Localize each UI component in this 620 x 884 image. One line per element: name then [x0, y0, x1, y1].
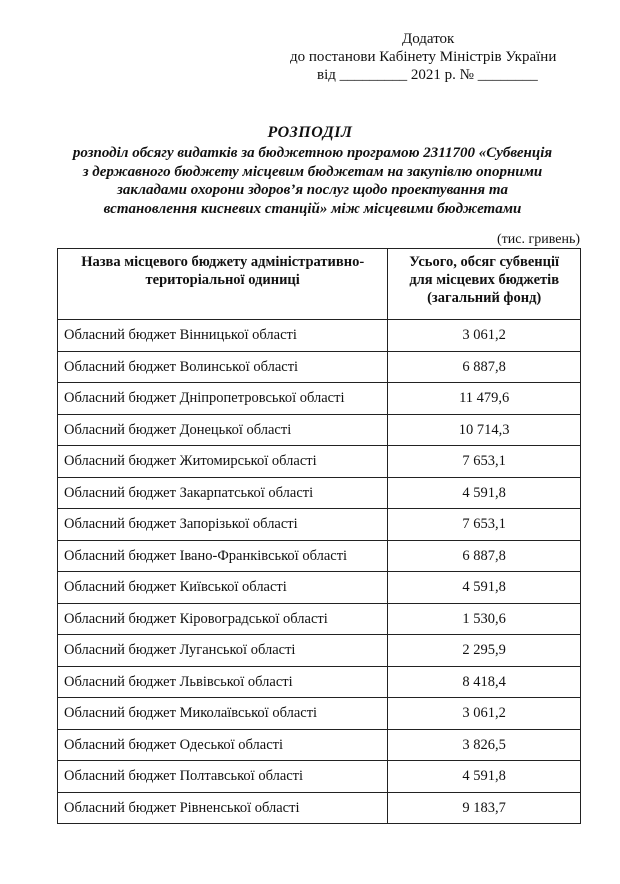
- amount-cell: 3 826,5: [388, 729, 581, 761]
- header-text-line: Усього, обсяг субвенції: [409, 254, 560, 270]
- amount-cell: 10 714,3: [388, 414, 581, 446]
- budget-name-cell: Обласний бюджет Київської області: [58, 572, 388, 604]
- table-row: [58, 729, 581, 761]
- subtitle-line: встановлення кисневих станцій» між місцевими бюджетами: [103, 200, 522, 217]
- table-row: [58, 477, 581, 509]
- subtitle-line: розподіл обсягу видатків за бюджетною програмою 2311700 «Субвенція: [72, 145, 553, 161]
- annex-resolution: до постанови Кабінету Міністрів України: [290, 49, 557, 65]
- amount-cell: 4 591,8: [388, 572, 581, 604]
- budget-name-cell: Обласний бюджет Львівської області: [58, 666, 388, 698]
- table-row: [58, 666, 581, 698]
- annex-header: [290, 30, 590, 84]
- subtitle-line: закладами охорони здоров’я послуг щодо проектування та: [117, 182, 508, 198]
- budget-name-cell: Обласний бюджет Запорізької області: [58, 509, 388, 541]
- table-row: [58, 572, 581, 604]
- table-row: [58, 540, 581, 572]
- budget-name-cell: Обласний бюджет Донецької області: [58, 414, 388, 446]
- amount-cell: 6 887,8: [388, 351, 581, 383]
- table-row: [58, 414, 581, 446]
- budget-name-cell: Обласний бюджет Полтавської області: [58, 761, 388, 793]
- budget-name-cell: Обласний бюджет Житомирської області: [58, 446, 388, 478]
- budget-name-cell: Обласний бюджет Вінницької області: [58, 320, 388, 352]
- table-row: [58, 635, 581, 667]
- units-label: (тис. гривень): [496, 232, 580, 247]
- budget-name-cell: Обласний бюджет Дніпропетровської області: [58, 383, 388, 415]
- document-title: РОЗПОДІЛ: [267, 124, 353, 141]
- amount-cell: 7 653,1: [388, 509, 581, 541]
- budget-name-cell: Обласний бюджет Миколаївської області: [58, 698, 388, 730]
- amount-cell: 8 418,4: [388, 666, 581, 698]
- budget-name-cell: Обласний бюджет Івано-Франківської області: [58, 540, 388, 572]
- header-total-amount: [388, 249, 581, 320]
- table-row: [58, 761, 581, 793]
- table-row: [58, 351, 581, 383]
- budget-name-cell: Обласний бюджет Рівненської області: [58, 792, 388, 824]
- amount-cell: 4 591,8: [388, 761, 581, 793]
- amount-cell: 11 479,6: [388, 383, 581, 415]
- subtitle-line: з державного бюджету місцевим бюджетам на закупівлю опорними: [82, 163, 543, 180]
- table-row: [58, 698, 581, 730]
- amount-cell: 2 295,9: [388, 635, 581, 667]
- amount-cell: 6 887,8: [388, 540, 581, 572]
- table-header-row: [58, 249, 581, 320]
- amount-cell: 3 061,2: [388, 320, 581, 352]
- table-row: [58, 509, 581, 541]
- table-row: [58, 603, 581, 635]
- annex-date-number: від _________ 2021 р. № ________: [317, 67, 538, 83]
- table-row: [58, 320, 581, 352]
- table-row: [58, 383, 581, 415]
- header-text-line: територіальної одиниці: [145, 272, 300, 288]
- document-subtitle: [40, 144, 585, 218]
- budget-name-cell: Обласний бюджет Луганської області: [58, 635, 388, 667]
- header-budget-name: [58, 249, 388, 320]
- table-row: [58, 792, 581, 824]
- header-text-line: Назва місцевого бюджету адміністративно-: [81, 254, 365, 270]
- budget-name-cell: Обласний бюджет Кіровоградської області: [58, 603, 388, 635]
- amount-cell: 9 183,7: [388, 792, 581, 824]
- header-text-line: (загальний фонд): [427, 290, 542, 306]
- header-text-line: для місцевих бюджетів: [409, 272, 560, 288]
- budget-name-cell: Обласний бюджет Волинської області: [58, 351, 388, 383]
- budget-name-cell: Обласний бюджет Одеської області: [58, 729, 388, 761]
- amount-cell: 7 653,1: [388, 446, 581, 478]
- budget-table: [57, 248, 581, 824]
- amount-cell: 1 530,6: [388, 603, 581, 635]
- budget-name-cell: Обласний бюджет Закарпатської області: [58, 477, 388, 509]
- amount-cell: 3 061,2: [388, 698, 581, 730]
- amount-cell: 4 591,8: [388, 477, 581, 509]
- table-row: [58, 446, 581, 478]
- annex-label: Додаток: [402, 31, 455, 47]
